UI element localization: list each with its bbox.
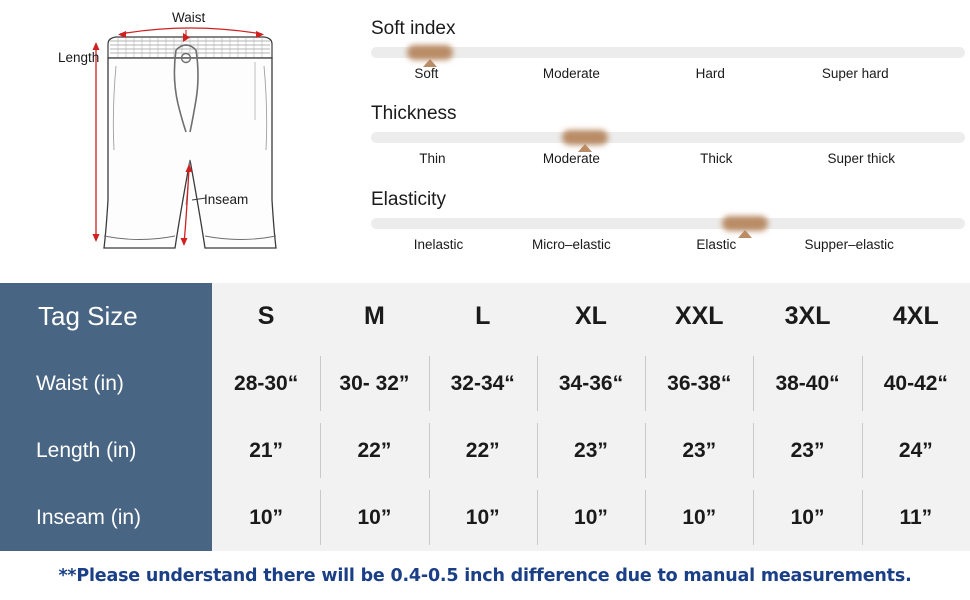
row-label-tag-size: Tag Size — [38, 301, 138, 331]
table-cell: 22” — [320, 417, 428, 484]
table-cell: 28-30“ — [234, 371, 299, 395]
scale-elasticity — [366, 189, 970, 259]
shorts-diagram — [0, 0, 355, 283]
table-row-waist — [212, 350, 970, 417]
table-cell: 32-34“ — [429, 350, 537, 417]
size-header-cell: XXL — [674, 302, 724, 330]
table-cell: 23” — [753, 417, 861, 484]
scale-tick: Thick — [700, 151, 733, 166]
length-label: Length — [58, 50, 100, 65]
table-row-sizes — [212, 283, 970, 350]
table-cell: 23” — [645, 417, 753, 484]
size-table — [0, 283, 970, 551]
waist-label: Waist — [172, 10, 206, 25]
scale-marker — [407, 45, 453, 60]
size-header-cell: 4XL — [892, 302, 939, 330]
size-table-data — [212, 283, 970, 551]
size-header-cell: XL — [575, 302, 607, 330]
row-label-waist: Waist (in) — [36, 371, 124, 395]
scale-thickness — [366, 103, 970, 173]
scale-ticks — [366, 66, 970, 88]
table-cell: 22” — [429, 417, 537, 484]
scale-title: Soft index — [371, 18, 456, 39]
scale-track — [371, 218, 965, 229]
table-cell: 10” — [249, 505, 284, 529]
table-row-inseam — [212, 484, 970, 551]
row-label-length: Length (in) — [36, 438, 137, 462]
scale-tick: Supper–elastic — [804, 237, 894, 252]
scale-marker — [722, 216, 768, 231]
fabric-attribute-scales — [366, 0, 970, 283]
table-cell: 10” — [753, 484, 861, 551]
table-cell: 36-38“ — [645, 350, 753, 417]
table-cell: 10” — [645, 484, 753, 551]
table-cell: 23” — [537, 417, 645, 484]
scale-track — [371, 132, 965, 143]
scale-marker — [562, 130, 608, 145]
table-cell: 21” — [249, 438, 284, 462]
scale-title: Elasticity — [371, 189, 446, 210]
table-cell: 34-36“ — [537, 350, 645, 417]
scale-tick: Inelastic — [413, 237, 464, 252]
size-header-cell: 3XL — [784, 302, 831, 330]
shorts-illustration — [0, 0, 355, 283]
scale-ticks — [366, 151, 970, 173]
scale-tick: Elastic — [696, 237, 737, 252]
size-header-cell: L — [475, 302, 491, 330]
table-cell: 11” — [862, 484, 970, 551]
scale-tick: Super thick — [827, 151, 896, 166]
inseam-label: Inseam — [204, 192, 249, 207]
scale-bar — [371, 218, 965, 229]
table-row-length — [212, 417, 970, 484]
size-header-cell: M — [364, 302, 385, 330]
scale-tick: Thin — [419, 151, 446, 166]
scale-tick: Soft — [414, 66, 439, 81]
table-cell: 40-42“ — [862, 350, 970, 417]
table-cell: 30- 32” — [320, 350, 428, 417]
table-cell: 38-40“ — [753, 350, 861, 417]
size-header-cell: S — [257, 302, 275, 330]
scale-soft-index — [366, 18, 970, 88]
scale-tick: Moderate — [542, 66, 600, 81]
table-cell: 10” — [429, 484, 537, 551]
top-section — [0, 0, 970, 283]
scale-bar — [371, 47, 965, 58]
scale-track — [371, 47, 965, 58]
scale-tick: Super hard — [821, 66, 889, 81]
table-cell: 10” — [320, 484, 428, 551]
scale-bar — [371, 132, 965, 143]
table-cell: 24” — [862, 417, 970, 484]
scale-title: Thickness — [371, 103, 457, 124]
row-label-inseam: Inseam (in) — [36, 505, 142, 529]
size-table-row-labels — [0, 283, 212, 551]
footer-note-bar — [0, 551, 970, 600]
scale-tick: Micro–elastic — [531, 237, 611, 252]
scale-ticks — [366, 237, 970, 259]
table-cell: 10” — [537, 484, 645, 551]
measurement-disclaimer: **Please understand there will be 0.4-0.5 inch difference due to manual measurements. — [58, 565, 912, 586]
scale-tick: Moderate — [542, 151, 600, 166]
scale-tick: Hard — [695, 66, 725, 81]
